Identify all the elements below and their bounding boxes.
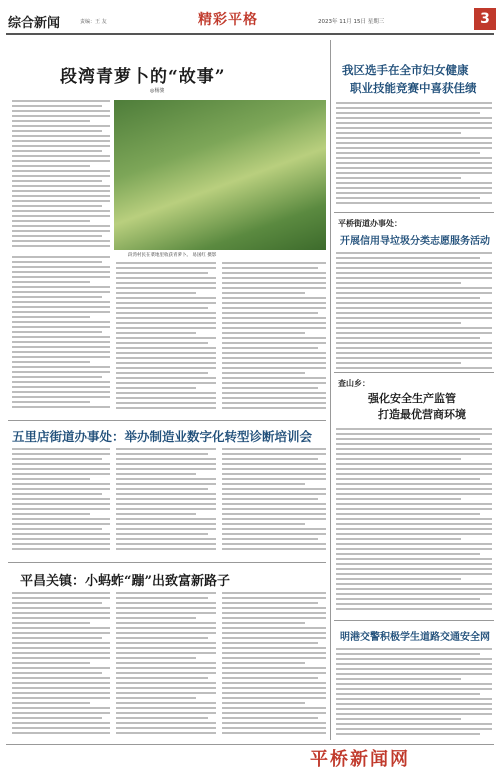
- radish-text-col1: [12, 100, 110, 250]
- pingchang-text-col3: [222, 592, 326, 740]
- women-text: [336, 102, 492, 208]
- footer-rule: [6, 744, 494, 745]
- volunteer-kicker: 平桥街道办事处：: [338, 219, 402, 228]
- wuli-headline: 五里店街道办事处：举办制造业数字化转型诊断培训会: [12, 429, 313, 444]
- radish-photo: [114, 100, 326, 250]
- column-divider: [330, 40, 331, 740]
- pingchang-headline: 平昌关镇：小蚂蚱“蹦”出致富新路子: [20, 574, 230, 589]
- women-headline-1: 我区选手在全市妇女健康: [342, 63, 469, 77]
- section-divider: [334, 620, 494, 621]
- radish-headline: 段湾青萝卜的“故事”: [60, 67, 226, 87]
- page-number: 3: [474, 8, 496, 30]
- radish-text-col3: [222, 262, 326, 416]
- mountain-text: [336, 428, 492, 618]
- pingchang-text-col1: [12, 592, 110, 740]
- section-name: 综合新闻: [8, 16, 61, 31]
- radish-text-col2: [116, 262, 216, 416]
- section-divider: [8, 562, 326, 563]
- volunteer-headline: 开展信用导垃圾分类志愿服务活动: [340, 236, 490, 247]
- section-divider: [334, 372, 494, 373]
- section-divider: [8, 420, 326, 421]
- radish-byline: ◎杨骏: [150, 88, 165, 94]
- radish-photo-caption: 段湾村民在菜地里收获青萝卜。 易国红 摄影: [128, 253, 217, 258]
- newspaper-logo: 精彩平格: [198, 12, 258, 28]
- footer-site-name: 平桥新闻网: [310, 749, 410, 770]
- radish-text-col1b: [12, 256, 110, 416]
- wuli-text-col2: [116, 448, 216, 556]
- mountain-headline-2: 打造最优营商环境: [378, 408, 466, 421]
- wuli-text-col3: [222, 448, 326, 556]
- header-rule: [6, 33, 494, 35]
- pingchang-text-col2: [116, 592, 216, 740]
- mingang-headline: 明港交警积极学生道路交通安全网: [340, 632, 490, 643]
- wuli-text-col1: [12, 448, 110, 556]
- mountain-kicker: 查山乡：: [338, 379, 370, 388]
- issue-date: 2023年 11月 15日 星期三: [318, 19, 385, 25]
- section-divider: [334, 212, 494, 213]
- radish-author: 杨骏: [154, 88, 165, 94]
- mountain-headline-1: 强化安全生产监管: [368, 392, 456, 405]
- editor-label: 责编：王 友: [80, 19, 107, 25]
- mingang-text: [336, 648, 492, 740]
- women-headline-2: 职业技能竞赛中喜获佳绩: [350, 81, 477, 95]
- volunteer-text: [336, 252, 492, 370]
